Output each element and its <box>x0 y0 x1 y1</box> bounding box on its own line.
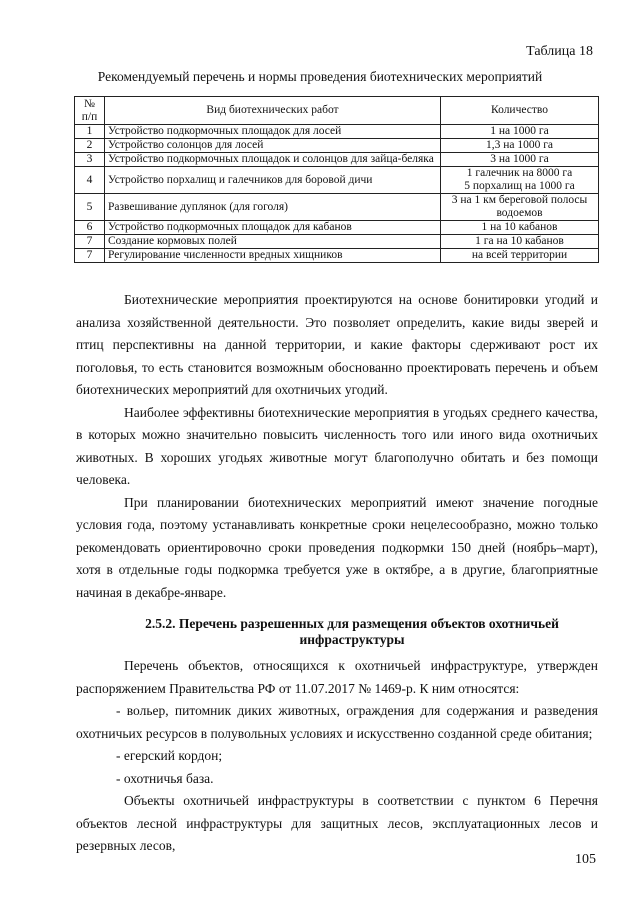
cell-num: 1 <box>75 125 105 139</box>
cell-qty: 3 на 1 км береговой полосы водоемов <box>441 194 599 221</box>
table-row <box>75 167 599 194</box>
table-row <box>75 221 599 235</box>
header-num <box>75 97 105 125</box>
cell-num: 3 <box>75 153 105 167</box>
table-row <box>75 125 599 139</box>
cell-work: Развешивание дуплянок (для гоголя) <box>105 194 441 221</box>
cell-qty: 1 на 1000 га <box>441 125 599 139</box>
paragraph: Объекты охотничьей инфраструктуры в соответствии с пунктом 6 Перечня объектов лесной инфраструктуры для защитных лесов, эксплуатационных лесов и резервных лесов, <box>76 793 598 853</box>
page-number: 105 <box>575 852 596 867</box>
cell-qty: на всей территории <box>441 249 599 263</box>
cell-work: Устройство порхалищ и галечников для боровой дичи <box>105 167 441 194</box>
header-qty: Количество <box>441 97 599 125</box>
section-heading: 2.5.2. Перечень разрешенных для размещения объектов охотничьей инфраструктуры <box>145 616 559 647</box>
cell-qty: 1,3 на 1000 га <box>441 139 599 153</box>
paragraph: Перечень объектов, относящихся к охотничьей инфраструктуре, утвержден распоряжением Правительства РФ от 11.07.2017 № 1469-р. К ним относятся: <box>76 658 598 696</box>
cell-num: 7 <box>75 249 105 263</box>
header-work: Вид биотехнических работ <box>105 97 441 125</box>
table-row <box>75 194 599 221</box>
header-num-line2: п/п <box>81 110 98 123</box>
cell-num: 7 <box>75 235 105 249</box>
cell-num: 4 <box>75 167 105 194</box>
table-row <box>75 249 599 263</box>
cell-qty-line1: 1 галечник на 8000 га <box>466 167 573 179</box>
cell-qty-line2: 5 порхалищ на 1000 га <box>464 180 575 192</box>
cell-work: Создание кормовых полей <box>105 235 441 249</box>
cell-work: Устройство подкормочных площадок для кабанов <box>105 221 441 235</box>
cell-qty <box>441 167 599 194</box>
cell-work: Устройство подкормочных площадок для лосей <box>105 125 441 139</box>
paragraph: При планировании биотехнических мероприятий имеют значение погодные условия года, поэтому устанавливать конкретные сроки нецелесообразно, можно только рекомендовать ориентировочно сроки проведения подкормки 150 дней (ноябрь–март), хотя в отдельные годы подкормка требуется уже в октябре, а в другие, благоприятные начиная в декабре-январе. <box>76 494 598 600</box>
cell-work: Устройство солонцов для лосей <box>105 139 441 153</box>
cell-work: Устройство подкормочных площадок и солонцов для зайца-беляка <box>105 153 441 167</box>
cell-num: 2 <box>75 139 105 153</box>
table-header-row <box>75 97 599 125</box>
list-item: - егерский кордон; <box>116 748 223 763</box>
table-row <box>75 235 599 249</box>
table-label: Таблица 18 <box>526 44 593 59</box>
biotech-measures-table <box>74 96 599 263</box>
header-num-line1: № <box>84 97 95 110</box>
cell-num: 5 <box>75 194 105 221</box>
cell-work: Регулирование численности вредных хищников <box>105 249 441 263</box>
cell-qty: 1 га на 10 кабанов <box>441 235 599 249</box>
table-title: Рекомендуемый перечень и нормы проведения биотехнических мероприятий <box>97 69 543 84</box>
table-row <box>75 139 599 153</box>
section-body-text <box>76 655 598 858</box>
body-text <box>76 289 598 604</box>
cell-qty: 3 на 1000 га <box>441 153 599 167</box>
paragraph: Наиболее эффективны биотехнические мероприятия в угодьях среднего качества, в которых можно значительно повысить численность того или иного вида охотничьих животных. В хороших угодьях животные могут благополучно обитать и без помощи человека. <box>76 404 598 487</box>
list-item: - охотничья база. <box>116 770 214 786</box>
list-item: - вольер, питомник диких животных, ограждения для содержания и разведения охотничьих ресурсов в полувольных условиях и искусственно созданной среде обитания; <box>76 703 598 741</box>
paragraph: Биотехнические мероприятия проектируются на основе бонитировки угодий и анализа хозяйственной деятельности. Это позволяет определить, какие виды зверей и птиц перспективны на данной территории, и какие факторы сдерживают рост их поголовья, то есть становится возможным обоснованно проектировать перечень и объем биотехнических мероприятий для охотничьих угодий. <box>76 292 598 397</box>
cell-qty: 1 на 10 кабанов <box>441 221 599 235</box>
table-row <box>75 153 599 167</box>
cell-num: 6 <box>75 221 105 235</box>
